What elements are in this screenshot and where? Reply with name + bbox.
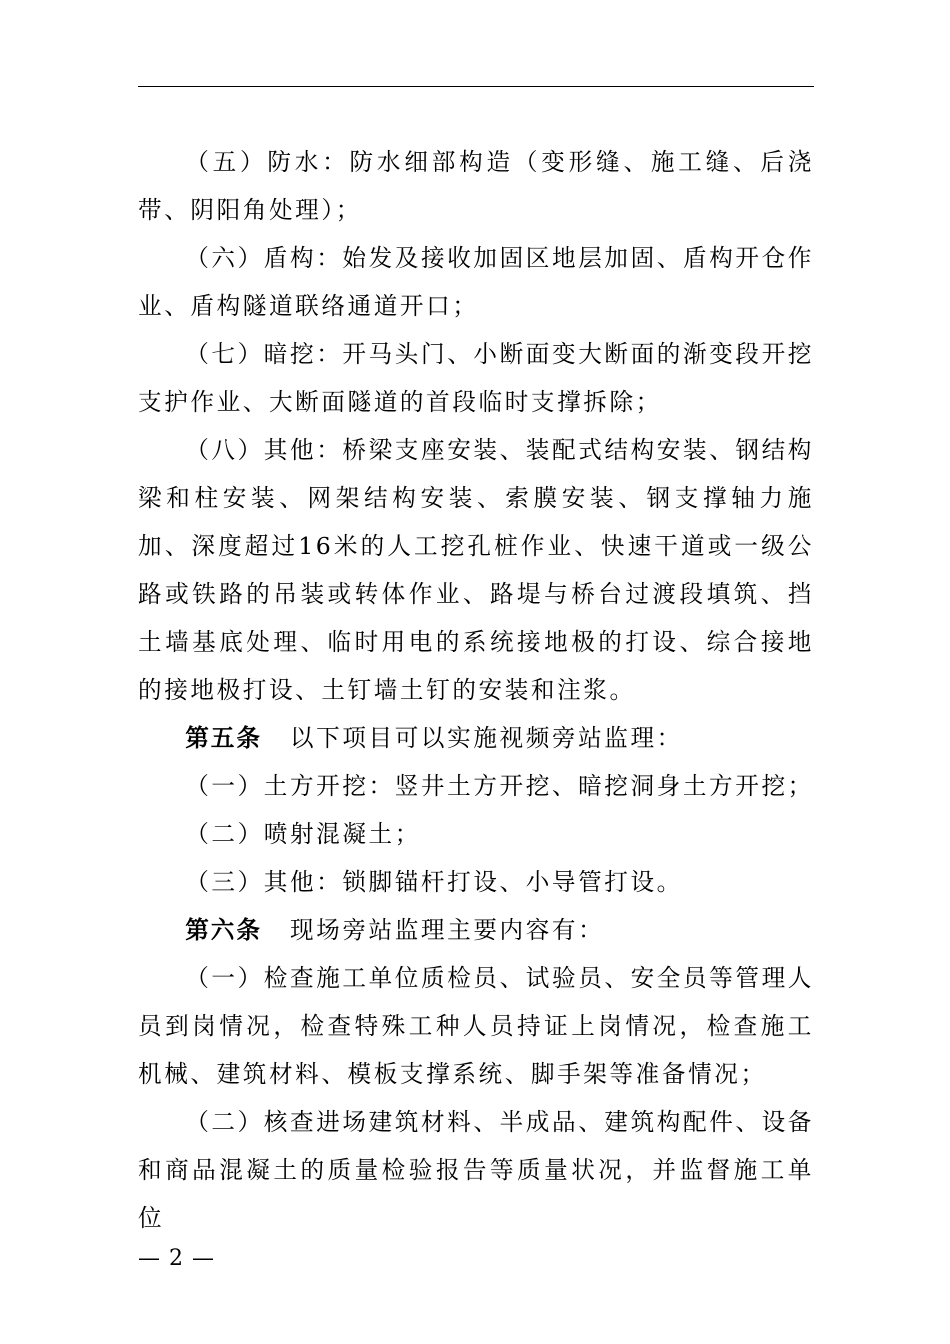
paragraph-item-8: （八）其他：桥梁支座安装、装配式结构安装、钢结构梁和柱安装、网架结构安装、索膜安装、钢支撑轴力施加、深度超过16米的人工挖孔桩作业、快速干道或一级公路或铁路的吊装或转体作业、路堤与桥台过渡段填筑、挡土墙基底处理、临时用电的系统接地极的打设、综合接地的接地极打设、土钉墙土钉的安装和注浆。 (138, 436, 814, 704)
article-6 (138, 906, 814, 954)
article-5-item-1: （一）土方开挖：竖井土方开挖、暗挖洞身土方开挖； (185, 772, 814, 800)
paragraph-item-6: （六）盾构：始发及接收加固区地层加固、盾构开仓作业、盾构隧道联络通道开口； (138, 244, 814, 320)
article-6-item-2: （二）核查进场建筑材料、半成品、建筑构配件、设备和商品混凝土的质量检验报告等质量状况，并监督施工单位 (138, 1108, 814, 1232)
page-number: — 2 — (138, 1246, 215, 1271)
article-6-heading: 第六条 (185, 916, 262, 944)
article-5 (138, 714, 814, 762)
document-body (138, 138, 814, 1242)
paragraph-item-5: （五）防水：防水细部构造（变形缝、施工缝、后浇带、阴阳角处理）； (138, 148, 814, 224)
article-5-intro: 以下项目可以实施视频旁站监理： (289, 724, 683, 752)
article-5-heading: 第五条 (185, 724, 262, 752)
paragraph-item-7: （七）暗挖：开马头门、小断面变大断面的渐变段开挖支护作业、大断面隧道的首段临时支撑拆除； (138, 340, 814, 416)
article-6-intro: 现场旁站监理主要内容有： (289, 916, 605, 944)
article-6-item-1: （一）检查施工单位质检员、试验员、安全员等管理人员到岗情况，检查特殊工种人员持证上岗情况，检查施工机械、建筑材料、模板支撑系统、脚手架等准备情况； (138, 964, 814, 1088)
article-5-item-2: （二）喷射混凝土； (185, 820, 421, 848)
header-rule (138, 86, 814, 87)
article-5-item-3: （三）其他：锁脚锚杆打设、小导管打设。 (185, 868, 683, 896)
